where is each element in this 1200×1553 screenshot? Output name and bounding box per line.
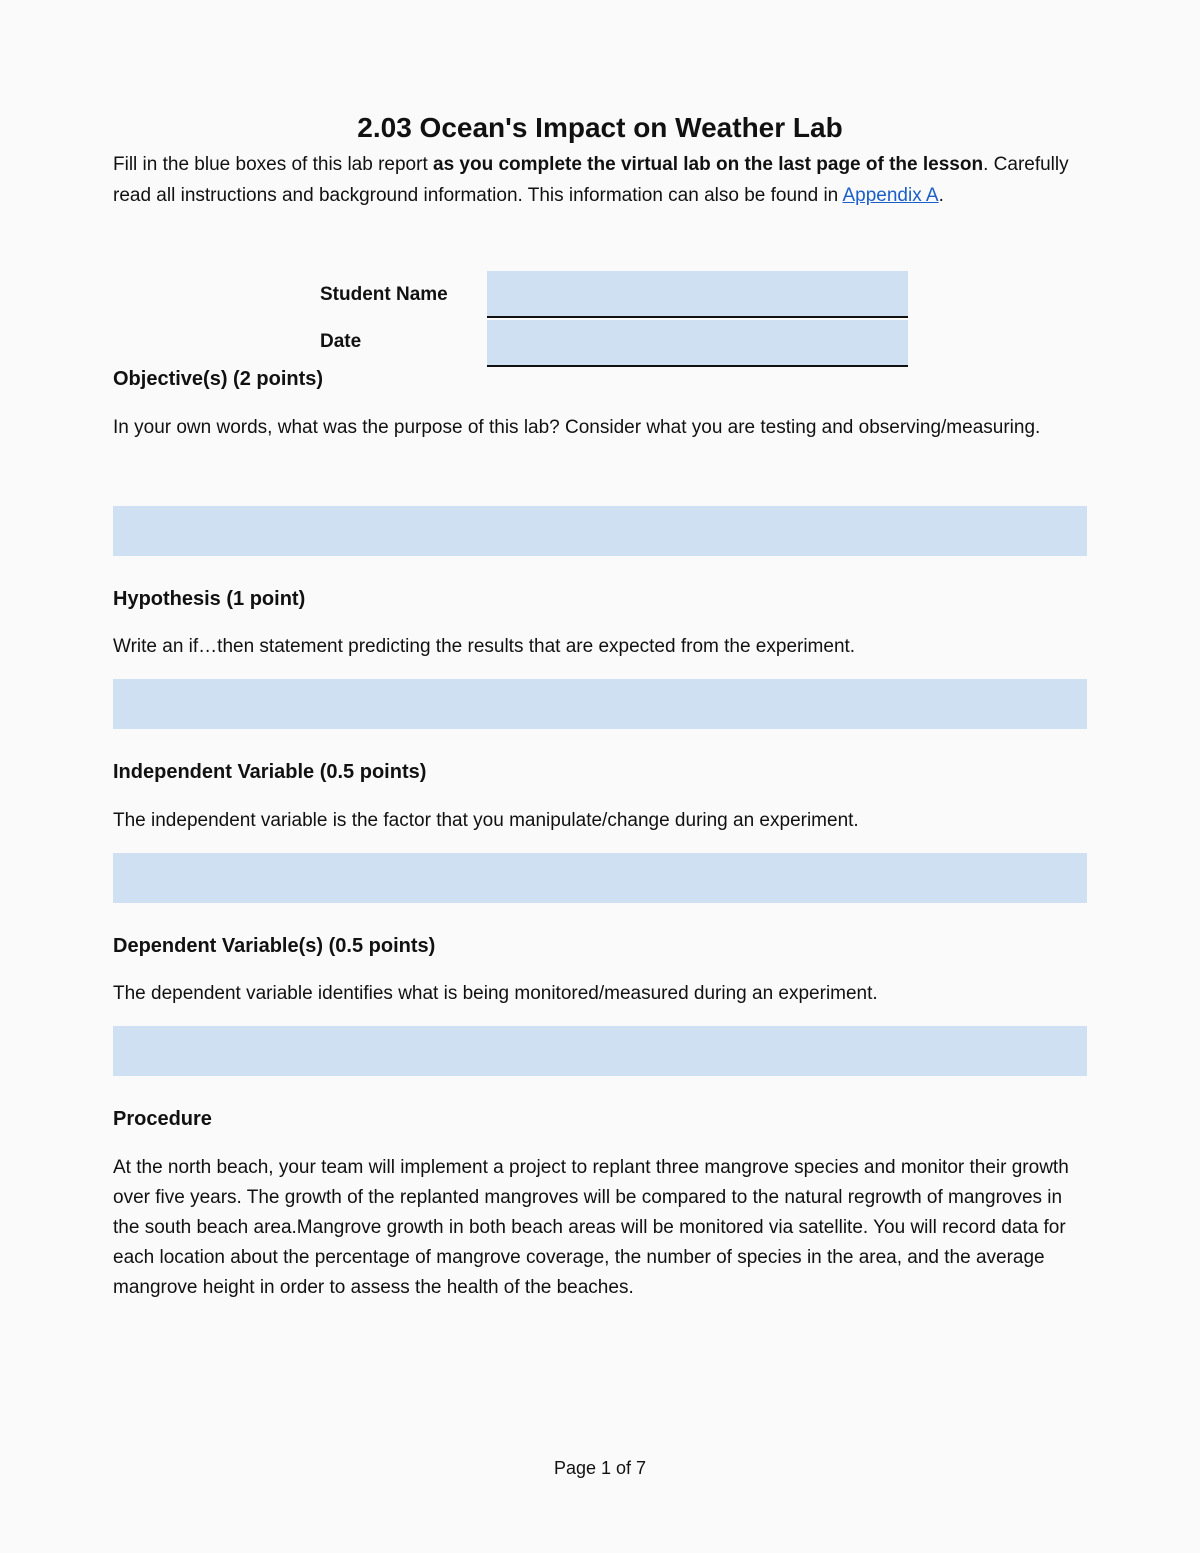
- dependent-variable-heading: Dependent Variable(s) (0.5 points): [113, 935, 436, 957]
- dependent-variable-answer-box[interactable]: [113, 1026, 1087, 1076]
- hypothesis-answer-box[interactable]: [113, 679, 1087, 729]
- date-field[interactable]: [487, 320, 908, 367]
- intro-bold-text: as you complete the virtual lab on the last page of the lesson: [433, 154, 984, 175]
- intro-paragraph: [113, 150, 1088, 211]
- intro-end: .: [938, 184, 944, 206]
- dependent-variable-prompt: The dependent variable identifies what is being monitored/measured during an experiment.: [113, 983, 878, 1004]
- intro-text: Fill in the blue boxes of this lab report: [113, 154, 434, 175]
- procedure-text: At the north beach, your team will implement a project to replant three mangrove species and monitor their growth over five years. The growth of the replanted mangroves will be compared to the natural regrowth of mangroves in the south beach area.Mangrove growth in both beach areas will be monitored via satellite. You will record data for each location about the percentage of mangrove coverage, the number of species in the area, and the average mangrove height in order to assess the health of the beaches.: [113, 1157, 1069, 1298]
- hypothesis-heading: Hypothesis (1 point): [113, 588, 306, 610]
- page-number: Page 1 of 7: [553, 1458, 647, 1478]
- independent-variable-prompt: The independent variable is the factor that you manipulate/change during an experiment.: [113, 810, 859, 831]
- independent-variable-heading: Independent Variable (0.5 points): [113, 761, 427, 783]
- objective-prompt: In your own words, what was the purpose of this lab? Consider what you are testing and observing/measuring.: [113, 417, 1041, 438]
- independent-variable-answer-box[interactable]: [113, 853, 1087, 903]
- intro-text-continued: . Carefully read all instructions and background information. This information can also be found in: [113, 154, 1069, 206]
- objective-answer-box[interactable]: [113, 506, 1087, 556]
- student-name-label: Student Name: [320, 284, 448, 305]
- procedure-heading: Procedure: [113, 1108, 212, 1130]
- hypothesis-prompt: Write an if…then statement predicting the results that are expected from the experiment.: [113, 636, 856, 657]
- student-name-field[interactable]: [487, 271, 908, 318]
- objective-heading: Objective(s) (2 points): [113, 368, 324, 390]
- page-title: 2.03 Ocean's Impact on Weather Lab: [357, 112, 843, 143]
- date-label: Date: [320, 331, 362, 352]
- appendix-link[interactable]: Appendix A: [842, 184, 939, 206]
